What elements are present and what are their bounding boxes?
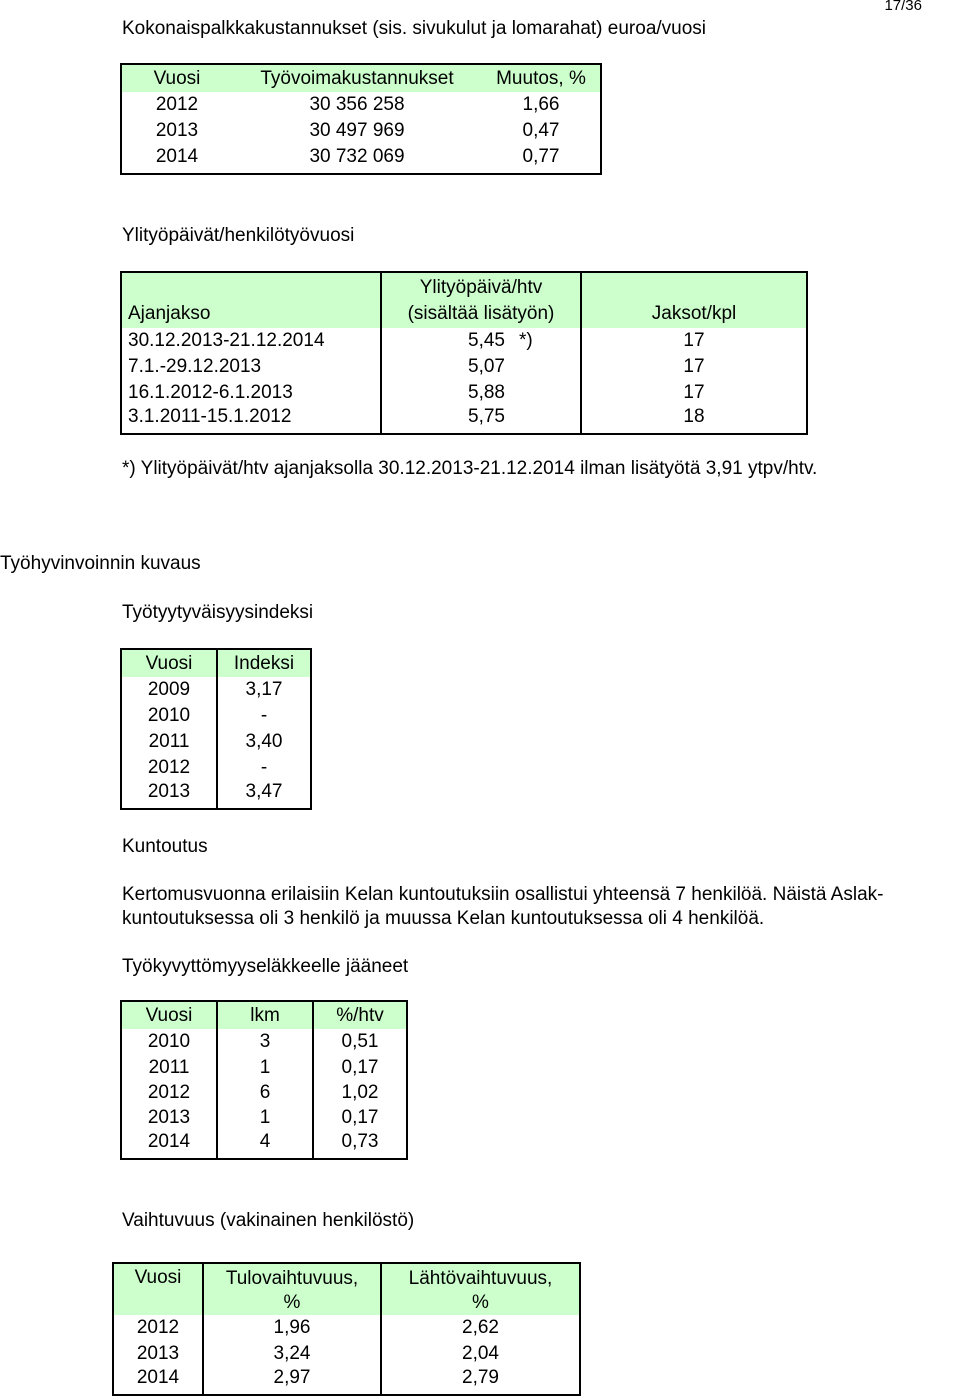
table-cell: 0,17	[341, 1107, 379, 1128]
table-cell: 18	[683, 406, 705, 427]
table-cell: 4	[217, 1131, 313, 1159]
table-row	[121, 729, 311, 755]
section-title-satisfaction: Työtyytyväisyysindeksi	[122, 602, 314, 623]
col-header: %/htv	[313, 1001, 407, 1029]
table-cell: 6	[217, 1080, 313, 1105]
section-title-labor-costs: Kokonaispalkkakustannukset (sis. sivukulut ja lomarahat) euroa/vuosi	[122, 18, 707, 39]
table-row	[121, 1055, 407, 1080]
table-cell: 17	[683, 330, 705, 351]
col-header-line: Tulovaihtuvuus,	[225, 1268, 359, 1289]
table-cell: 2,62	[462, 1317, 499, 1338]
table-cell: 2013	[121, 1105, 217, 1131]
section-title-rehabilitation: Kuntoutus	[122, 836, 208, 857]
col-header: Jaksot/kpl	[581, 272, 807, 328]
page-number: 17/36	[884, 0, 922, 14]
table-cell: 3.1.2011-15.1.2012	[121, 406, 381, 434]
table-cell: 17	[683, 382, 705, 403]
table-row	[113, 1341, 580, 1367]
table-cell: 3,40	[245, 731, 283, 752]
col-header: Vuosi	[121, 64, 232, 92]
table-cell: 17	[683, 356, 705, 377]
table-cell: 2012	[155, 94, 199, 115]
table-cell: 1	[217, 1055, 313, 1080]
table-row	[121, 380, 807, 406]
table-cell: 2010	[121, 703, 217, 729]
table-row	[113, 1367, 580, 1395]
table-cell: 3,47	[245, 781, 283, 802]
table-cell: 2,04	[462, 1343, 499, 1364]
table-cell: 3,24	[203, 1341, 381, 1367]
col-header-overtime	[381, 272, 581, 328]
footnote-mark: *)	[518, 330, 533, 351]
table-cell: 2,79	[462, 1367, 499, 1388]
table-cell: 2012	[121, 1080, 217, 1105]
table-cell: 30.12.2013-21.12.2014	[121, 328, 381, 354]
table-row	[121, 755, 311, 781]
table-cell: 30 356 258	[309, 94, 405, 115]
col-header: lkm	[217, 1001, 313, 1029]
table-row	[113, 1315, 580, 1341]
table-cell: 2013	[113, 1341, 203, 1367]
col-header-incoming	[203, 1263, 381, 1315]
col-header: Vuosi	[121, 1001, 217, 1029]
table-row	[121, 1131, 407, 1159]
col-header: Vuosi	[113, 1263, 203, 1315]
table-cell: 2009	[121, 677, 217, 703]
table-cell: 16.1.2012-6.1.2013	[121, 380, 381, 406]
section-title-disability-pension: Työkyvyttömyyseläkkeelle jääneet	[122, 956, 409, 977]
table-cell: 5,07	[381, 354, 581, 380]
col-header-line: (sisältää lisätyön)	[407, 302, 555, 324]
table-cell: 2012	[113, 1315, 203, 1341]
col-header: Muutos, %	[482, 64, 601, 92]
table-row	[121, 144, 601, 174]
table-cell: 2011	[121, 729, 217, 755]
table-cell: 2013	[155, 120, 199, 141]
turnover-table	[112, 1262, 581, 1396]
table-cell: 2014	[121, 1131, 217, 1159]
disability-pension-table	[120, 1000, 408, 1160]
table-cell: 1,96	[203, 1315, 381, 1341]
table-row	[121, 354, 807, 380]
col-header: Vuosi	[121, 649, 217, 677]
table-cell: 1	[217, 1105, 313, 1131]
rehabilitation-text-line1: Kertomusvuonna erilaisiin Kelan kuntoutuksiin osallistui yhteensä 7 henkilöä. Näistä Aslak-	[122, 884, 884, 905]
table-cell: 2014	[113, 1367, 203, 1395]
table-cell: 1,66	[522, 94, 560, 115]
table-cell: 2013	[121, 781, 217, 809]
table-cell: 5,88	[381, 380, 581, 406]
table-cell: 0,51	[341, 1031, 379, 1052]
table-row	[121, 1029, 407, 1055]
table-cell	[381, 328, 581, 354]
satisfaction-table	[120, 648, 312, 810]
table-row	[121, 677, 311, 703]
col-header: Ajanjakso	[121, 272, 381, 328]
section-heading: Työhyvinvoinnin kuvaus	[0, 553, 201, 574]
col-header: Indeksi	[217, 649, 311, 677]
table-cell: -	[260, 705, 268, 726]
col-header-line: %	[472, 1292, 489, 1313]
table-cell: 1,02	[341, 1081, 379, 1103]
table-cell: 2011	[121, 1055, 217, 1080]
col-header-line: Ylityöpäivä/htv	[419, 276, 543, 298]
table-row	[121, 781, 311, 809]
table-row	[121, 1105, 407, 1131]
table-row	[121, 118, 601, 144]
table-cell: 5,75	[381, 406, 581, 434]
section-title-overtime: Ylityöpäivät/henkilötyövuosi	[122, 225, 355, 246]
overtime-footnote: *) Ylityöpäivät/htv ajanjaksolla 30.12.2013-21.12.2014 ilman lisätyötä 3,91 ytpv/htv.	[122, 458, 818, 479]
table-cell: 30 732 069	[309, 146, 405, 167]
table-row	[121, 406, 807, 434]
table-cell: 2014	[155, 146, 199, 167]
table-cell: 0,47	[522, 120, 560, 141]
rehabilitation-text-line2: kuntoutuksessa oli 3 henkilö ja muussa Kelan kuntoutuksessa oli 4 henkilöä.	[122, 908, 765, 929]
table-cell: 3,17	[245, 679, 283, 700]
table-cell: 2012	[121, 755, 217, 781]
table-cell: 30 497 969	[309, 120, 405, 141]
table-cell: 0,73	[341, 1131, 379, 1152]
table-row	[121, 703, 311, 729]
table-row	[121, 92, 601, 118]
value: 5,45	[468, 330, 505, 351]
table-cell: 0,17	[341, 1056, 379, 1078]
col-header-line: Lähtövaihtuvuus,	[408, 1268, 553, 1289]
table-cell: 2,97	[203, 1367, 381, 1395]
table-cell: 3	[217, 1029, 313, 1055]
labor-costs-table	[120, 63, 602, 175]
table-cell: 2010	[121, 1029, 217, 1055]
col-header-outgoing	[381, 1263, 580, 1315]
table-cell: 0,77	[522, 146, 560, 167]
table-row	[121, 1080, 407, 1105]
col-header: Työvoimakustannukset	[232, 64, 482, 92]
table-row	[121, 328, 807, 354]
overtime-table	[120, 271, 808, 435]
table-cell: 7.1.-29.12.2013	[121, 354, 381, 380]
col-header-line: %	[283, 1292, 301, 1313]
table-cell: -	[260, 757, 268, 778]
section-title-turnover: Vaihtuvuus (vakinainen henkilöstö)	[122, 1210, 415, 1231]
